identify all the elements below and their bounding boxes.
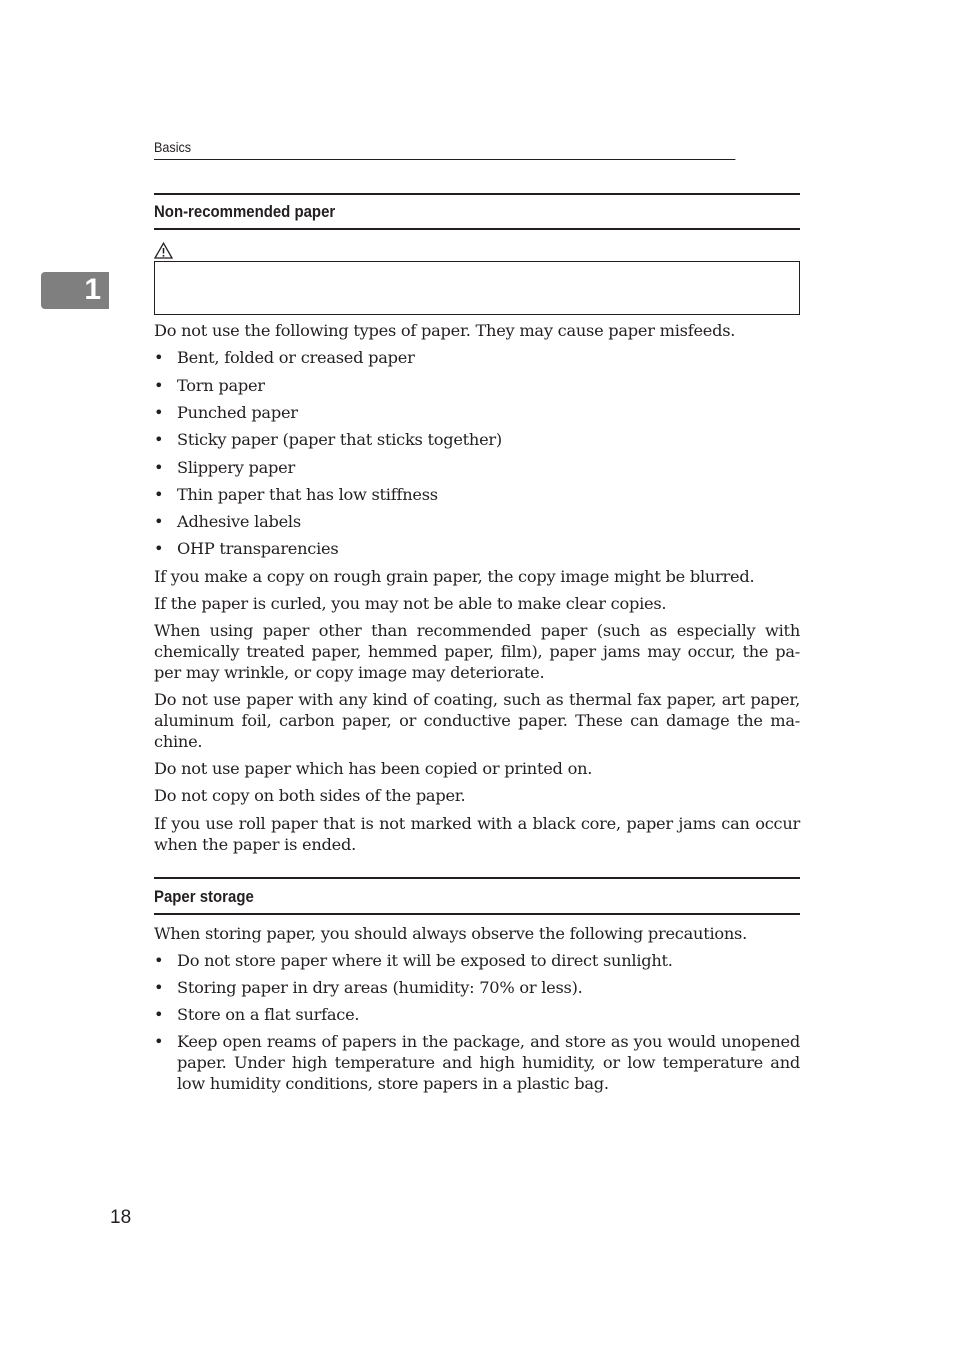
paragraph: If you make a copy on rough grain paper, the copy image might be blurred.: [154, 567, 755, 586]
paragraph: Do not use paper with any kind of coating, such as thermal fax paper, art paper, aluminum foil, carbon paper, or conductive paper. These can damage the ma-chine.: [154, 690, 800, 751]
list-item: • Sticky paper (paper that sticks together): [154, 430, 502, 449]
paragraph: Do not use paper which has been copied or printed on.: [154, 759, 593, 778]
chapter-number: 1: [84, 273, 101, 306]
list-item: • Torn paper: [154, 376, 265, 395]
list-item: • Thin paper that has low stiffness: [154, 485, 438, 504]
chapter-tab: [41, 272, 109, 309]
intro-text: Do not use the following types of paper. They may cause paper misfeeds.: [154, 321, 736, 340]
list-item: • Store on a flat surface.: [154, 1005, 360, 1024]
running-header: [154, 139, 735, 160]
section-heading-paper-storage: [154, 877, 800, 915]
paragraph: When using paper other than recommended paper (such as especially with chemically treated paper, hemmed paper, film), paper jams may occur, the pa-per may wrinkle, or copy image may deteriorate.: [154, 621, 800, 682]
paragraph: If the paper is curled, you may not be able to make clear copies.: [154, 594, 667, 613]
list-item: • Punched paper: [154, 403, 298, 422]
warning-triangle-icon: [154, 242, 173, 259]
list-item: • Slippery paper: [154, 458, 295, 477]
section-title: Non-recommended paper: [154, 202, 336, 221]
list-item: • Do not store paper where it will be exposed to direct sunlight.: [154, 951, 673, 970]
intro-text: When storing paper, you should always observe the following precautions.: [154, 924, 747, 943]
paragraph: If you use roll paper that is not marked with a black core, paper jams can occur when the paper is ended.: [154, 814, 800, 854]
section-title: Paper storage: [154, 887, 254, 906]
list-item: • Bent, folded or creased paper: [154, 348, 415, 367]
list-item: • Adhesive labels: [154, 512, 301, 531]
warning-box: [154, 261, 800, 315]
page-number: 18: [110, 1207, 132, 1228]
section-heading-non-recommended: [154, 193, 800, 230]
list-item: • Keep open reams of papers in the package, and store as you would unopened paper. Under high temperature and high humidity, or low temperature and low humidity conditions, store papers in a plastic bag.: [154, 1032, 800, 1093]
running-header-title: Basics: [154, 139, 192, 155]
paragraph: Do not copy on both sides of the paper.: [154, 786, 466, 805]
list-item: • Storing paper in dry areas (humidity: 70% or less).: [154, 978, 583, 997]
list-item: • OHP transparencies: [154, 539, 339, 558]
